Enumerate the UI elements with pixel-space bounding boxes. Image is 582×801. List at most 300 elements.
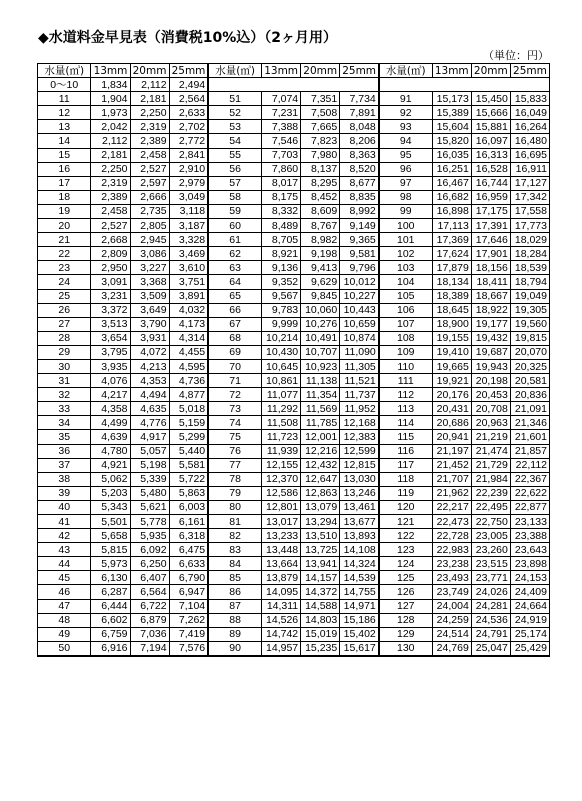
rate-13mm-cell: 7,860: [262, 162, 301, 176]
rate-25mm-cell: 2,633: [169, 106, 208, 120]
rate-13mm-cell: 16,682: [432, 190, 471, 204]
rate-25mm-cell: 3,751: [169, 275, 208, 289]
rate-25mm-cell: 4,173: [169, 317, 208, 331]
volume-cell: 74: [208, 416, 261, 430]
rate-25mm-cell: 8,363: [340, 148, 379, 162]
rate-25mm-cell: 14,324: [340, 557, 379, 571]
rate-13mm-cell: 3,091: [91, 275, 130, 289]
rate-13mm-cell: 7,231: [262, 106, 301, 120]
empty-cell: [510, 78, 549, 92]
rate-25mm-cell: 24,664: [510, 599, 549, 613]
table-row: [38, 261, 550, 275]
rate-20mm-cell: 24,026: [471, 585, 510, 599]
rate-20mm-cell: 9,845: [301, 289, 340, 303]
rate-20mm-cell: 7,823: [301, 134, 340, 148]
rate-13mm-cell: 3,795: [91, 345, 130, 359]
rate-20mm-cell: 5,621: [130, 500, 169, 514]
rate-13mm-cell: 6,444: [91, 599, 130, 613]
volume-cell: 57: [208, 176, 261, 190]
table-row: [38, 92, 550, 106]
rate-13mm-cell: 20,176: [432, 388, 471, 402]
rate-25mm-cell: 25,174: [510, 627, 549, 641]
volume-cell: 63: [208, 261, 261, 275]
rate-25mm-cell: 7,576: [169, 641, 208, 656]
volume-cell: 60: [208, 219, 261, 233]
volume-cell: 31: [38, 374, 91, 388]
rate-13mm-cell: 12,801: [262, 500, 301, 514]
rate-25mm-cell: 5,581: [169, 458, 208, 472]
rate-13mm-cell: 8,705: [262, 233, 301, 247]
rate-13mm-cell: 9,136: [262, 261, 301, 275]
rate-13mm-cell: 2,389: [91, 190, 130, 204]
rate-13mm-cell: 11,723: [262, 430, 301, 444]
rate-25mm-cell: 8,835: [340, 190, 379, 204]
rate-20mm-cell: 2,527: [130, 162, 169, 176]
rate-20mm-cell: 20,453: [471, 388, 510, 402]
volume-cell: 129: [379, 627, 432, 641]
rate-20mm-cell: 18,411: [471, 275, 510, 289]
volume-cell: 77: [208, 458, 261, 472]
rate-25mm-cell: 9,581: [340, 247, 379, 261]
rate-25mm-cell: 11,737: [340, 388, 379, 402]
rate-20mm-cell: 4,635: [130, 402, 169, 416]
rate-25mm-cell: 23,643: [510, 543, 549, 557]
volume-cell: 85: [208, 571, 261, 585]
rate-13mm-cell: 3,654: [91, 331, 130, 345]
rate-25mm-cell: 5,863: [169, 486, 208, 500]
rate-13mm-cell: 22,217: [432, 500, 471, 514]
volume-cell: 102: [379, 247, 432, 261]
rate-20mm-cell: 4,072: [130, 345, 169, 359]
rate-20mm-cell: 15,235: [301, 641, 340, 656]
rate-13mm-cell: 22,983: [432, 543, 471, 557]
volume-cell: 50: [38, 641, 91, 656]
rate-13mm-cell: 20,686: [432, 416, 471, 430]
volume-cell: 44: [38, 557, 91, 571]
rate-25mm-cell: 18,539: [510, 261, 549, 275]
volume-cell: 104: [379, 275, 432, 289]
rate-13mm-cell: 4,499: [91, 416, 130, 430]
rate-20mm-cell: 2,181: [130, 92, 169, 106]
rate-13mm-cell: 6,602: [91, 613, 130, 627]
volume-cell: 116: [379, 444, 432, 458]
rate-13mm-cell: 2,112: [91, 134, 130, 148]
rate-25mm-cell: 24,919: [510, 613, 549, 627]
rate-25mm-cell: 22,367: [510, 472, 549, 486]
rate-20mm-cell: 5,935: [130, 529, 169, 543]
rate-13mm-cell: 17,369: [432, 233, 471, 247]
rate-20mm-cell: 16,744: [471, 176, 510, 190]
rate-20mm-cell: 19,177: [471, 317, 510, 331]
rate-25mm-cell: 8,206: [340, 134, 379, 148]
table-row: [38, 585, 550, 599]
rate-25mm-cell: 19,049: [510, 289, 549, 303]
rate-20mm-cell: 3,509: [130, 289, 169, 303]
rate-13mm-cell: 24,259: [432, 613, 471, 627]
rate-13mm-cell: 15,820: [432, 134, 471, 148]
rate-20mm-cell: 9,629: [301, 275, 340, 289]
rate-25mm-cell: 3,118: [169, 204, 208, 218]
rate-20mm-cell: 10,923: [301, 359, 340, 373]
rate-13mm-cell: 10,430: [262, 345, 301, 359]
rate-25mm-cell: 4,314: [169, 331, 208, 345]
rate-25mm-cell: 2,979: [169, 176, 208, 190]
rate-20mm-cell: 12,216: [301, 444, 340, 458]
rate-25mm-cell: 15,186: [340, 613, 379, 627]
rate-13mm-cell: 8,921: [262, 247, 301, 261]
rate-13mm-cell: 7,703: [262, 148, 301, 162]
volume-cell: 17: [38, 176, 91, 190]
empty-cell: [432, 78, 471, 92]
volume-cell: 35: [38, 430, 91, 444]
volume-cell: 121: [379, 515, 432, 529]
rate-13mm-cell: 2,527: [91, 219, 130, 233]
rate-20mm-cell: 14,157: [301, 571, 340, 585]
size-25mm-header: 25mm: [510, 64, 549, 78]
empty-cell: [262, 78, 301, 92]
volume-cell: 29: [38, 345, 91, 359]
table-row: [38, 515, 550, 529]
volume-cell: 106: [379, 303, 432, 317]
water-rate-table: [37, 63, 550, 657]
rate-13mm-cell: 5,658: [91, 529, 130, 543]
rate-20mm-cell: 6,407: [130, 571, 169, 585]
rate-20mm-cell: 3,227: [130, 261, 169, 275]
volume-cell: 54: [208, 134, 261, 148]
table-row: [38, 571, 550, 585]
rate-13mm-cell: 3,935: [91, 359, 130, 373]
rate-13mm-cell: 13,448: [262, 543, 301, 557]
empty-cell: [208, 78, 261, 92]
rate-25mm-cell: 22,622: [510, 486, 549, 500]
volume-cell: 114: [379, 416, 432, 430]
rate-25mm-cell: 3,610: [169, 261, 208, 275]
rate-25mm-cell: 6,161: [169, 515, 208, 529]
rate-20mm-cell: 2,458: [130, 148, 169, 162]
rate-25mm-cell: 24,409: [510, 585, 549, 599]
table-row: [38, 190, 550, 204]
rate-25mm-cell: 20,581: [510, 374, 549, 388]
rate-13mm-cell: 11,077: [262, 388, 301, 402]
rate-13mm-cell: 16,035: [432, 148, 471, 162]
volume-cell: 59: [208, 204, 261, 218]
rate-25mm-cell: 9,796: [340, 261, 379, 275]
volume-cell: 86: [208, 585, 261, 599]
table-row: [38, 176, 550, 190]
rate-13mm-cell: 18,134: [432, 275, 471, 289]
rate-25mm-cell: 3,328: [169, 233, 208, 247]
rate-25mm-cell: 2,772: [169, 134, 208, 148]
rate-20mm-cell: 7,351: [301, 92, 340, 106]
rate-13mm-cell: 11,292: [262, 402, 301, 416]
volume-cell: 127: [379, 599, 432, 613]
rate-20mm-cell: 13,510: [301, 529, 340, 543]
volume-cell: 78: [208, 472, 261, 486]
volume-cell: 108: [379, 331, 432, 345]
volume-cell: 84: [208, 557, 261, 571]
table-row: [38, 204, 550, 218]
rate-20mm-cell: 12,432: [301, 458, 340, 472]
rate-13mm-cell: 19,410: [432, 345, 471, 359]
volume-cell: 79: [208, 486, 261, 500]
rate-13mm-cell: 18,645: [432, 303, 471, 317]
rate-25mm-cell: 8,677: [340, 176, 379, 190]
rate-25mm-cell: 9,365: [340, 233, 379, 247]
rate-13mm-cell: 15,173: [432, 92, 471, 106]
rate-13mm-cell: 16,898: [432, 204, 471, 218]
rate-13mm-cell: 2,668: [91, 233, 130, 247]
rate-20mm-cell: 16,959: [471, 190, 510, 204]
size-13mm-header: 13mm: [432, 64, 471, 78]
volume-cell: 130: [379, 641, 432, 656]
rate-25mm-cell: 21,601: [510, 430, 549, 444]
rate-25mm-cell: 18,284: [510, 247, 549, 261]
rate-25mm-cell: 8,520: [340, 162, 379, 176]
volume-cell: 16: [38, 162, 91, 176]
volume-header: 水量(㎥): [379, 64, 432, 78]
rate-25mm-cell: 25,429: [510, 641, 549, 656]
rate-13mm-cell: 17,624: [432, 247, 471, 261]
rate-13mm-cell: 14,957: [262, 641, 301, 656]
rate-20mm-cell: 4,213: [130, 359, 169, 373]
rate-13mm-cell: 10,861: [262, 374, 301, 388]
volume-cell: 103: [379, 261, 432, 275]
rate-25mm-cell: 3,891: [169, 289, 208, 303]
rate-25mm-cell: 2,494: [169, 78, 208, 92]
rate-13mm-cell: 19,665: [432, 359, 471, 373]
volume-cell: 115: [379, 430, 432, 444]
rate-25mm-cell: 14,108: [340, 543, 379, 557]
size-25mm-header: 25mm: [340, 64, 379, 78]
rate-25mm-cell: 3,469: [169, 247, 208, 261]
rate-20mm-cell: 2,389: [130, 134, 169, 148]
rate-25mm-cell: 20,070: [510, 345, 549, 359]
table-row: [38, 613, 550, 627]
rate-20mm-cell: 8,767: [301, 219, 340, 233]
rate-13mm-cell: 2,809: [91, 247, 130, 261]
rate-20mm-cell: 11,354: [301, 388, 340, 402]
table-row: [38, 430, 550, 444]
rate-13mm-cell: 13,233: [262, 529, 301, 543]
rate-13mm-cell: 18,389: [432, 289, 471, 303]
rate-13mm-cell: 9,352: [262, 275, 301, 289]
rate-13mm-cell: 1,973: [91, 106, 130, 120]
rate-13mm-cell: 8,017: [262, 176, 301, 190]
table-row: [38, 162, 550, 176]
rate-25mm-cell: 19,305: [510, 303, 549, 317]
rate-25mm-cell: 5,018: [169, 402, 208, 416]
rate-25mm-cell: 15,617: [340, 641, 379, 656]
rate-25mm-cell: 12,815: [340, 458, 379, 472]
rate-13mm-cell: 10,214: [262, 331, 301, 345]
rate-25mm-cell: 5,722: [169, 472, 208, 486]
volume-cell: 13: [38, 120, 91, 134]
rate-13mm-cell: 12,155: [262, 458, 301, 472]
rate-25mm-cell: 7,419: [169, 627, 208, 641]
table-row: [38, 120, 550, 134]
rate-20mm-cell: 2,597: [130, 176, 169, 190]
rate-25mm-cell: 4,032: [169, 303, 208, 317]
rate-25mm-cell: 6,475: [169, 543, 208, 557]
rate-25mm-cell: 13,246: [340, 486, 379, 500]
rate-20mm-cell: 9,413: [301, 261, 340, 275]
rate-20mm-cell: 21,219: [471, 430, 510, 444]
volume-cell: 61: [208, 233, 261, 247]
table-row: [38, 106, 550, 120]
rate-25mm-cell: 11,521: [340, 374, 379, 388]
table-row: [38, 416, 550, 430]
volume-cell: 73: [208, 402, 261, 416]
volume-cell: 58: [208, 190, 261, 204]
volume-cell: 32: [38, 388, 91, 402]
rate-20mm-cell: 19,432: [471, 331, 510, 345]
rate-25mm-cell: 10,874: [340, 331, 379, 345]
rate-25mm-cell: 2,841: [169, 148, 208, 162]
rate-25mm-cell: 14,971: [340, 599, 379, 613]
rate-20mm-cell: 22,239: [471, 486, 510, 500]
rate-25mm-cell: 10,227: [340, 289, 379, 303]
rate-20mm-cell: 13,941: [301, 557, 340, 571]
rate-20mm-cell: 18,922: [471, 303, 510, 317]
rate-20mm-cell: 4,353: [130, 374, 169, 388]
table-row: [38, 388, 550, 402]
rate-25mm-cell: 18,029: [510, 233, 549, 247]
rate-20mm-cell: 2,112: [130, 78, 169, 92]
rate-25mm-cell: 4,595: [169, 359, 208, 373]
rate-20mm-cell: 3,086: [130, 247, 169, 261]
rate-25mm-cell: 4,455: [169, 345, 208, 359]
rate-13mm-cell: 14,095: [262, 585, 301, 599]
volume-cell: 62: [208, 247, 261, 261]
rate-20mm-cell: 10,491: [301, 331, 340, 345]
rate-25mm-cell: 11,090: [340, 345, 379, 359]
rate-13mm-cell: 23,238: [432, 557, 471, 571]
rate-25mm-cell: 7,734: [340, 92, 379, 106]
rate-25mm-cell: 16,695: [510, 148, 549, 162]
rate-20mm-cell: 8,982: [301, 233, 340, 247]
rate-20mm-cell: 12,001: [301, 430, 340, 444]
rate-13mm-cell: 3,513: [91, 317, 130, 331]
rate-25mm-cell: 16,049: [510, 106, 549, 120]
rate-25mm-cell: 17,342: [510, 190, 549, 204]
size-20mm-header: 20mm: [301, 64, 340, 78]
rate-25mm-cell: 3,187: [169, 219, 208, 233]
volume-cell: 45: [38, 571, 91, 585]
volume-cell: 12: [38, 106, 91, 120]
volume-cell: 75: [208, 430, 261, 444]
rate-20mm-cell: 14,372: [301, 585, 340, 599]
rate-13mm-cell: 20,431: [432, 402, 471, 416]
volume-cell: 33: [38, 402, 91, 416]
rate-25mm-cell: 12,383: [340, 430, 379, 444]
volume-cell: 51: [208, 92, 261, 106]
volume-cell: 18: [38, 190, 91, 204]
rate-13mm-cell: 15,389: [432, 106, 471, 120]
rate-25mm-cell: 16,911: [510, 162, 549, 176]
rate-13mm-cell: 4,076: [91, 374, 130, 388]
rate-25mm-cell: 23,898: [510, 557, 549, 571]
rate-25mm-cell: 19,560: [510, 317, 549, 331]
rate-13mm-cell: 19,155: [432, 331, 471, 345]
rate-20mm-cell: 2,250: [130, 106, 169, 120]
rate-20mm-cell: 14,803: [301, 613, 340, 627]
size-13mm-header: 13mm: [91, 64, 130, 78]
table-row: [38, 359, 550, 373]
rate-13mm-cell: 6,287: [91, 585, 130, 599]
rate-13mm-cell: 24,514: [432, 627, 471, 641]
rate-13mm-cell: 14,526: [262, 613, 301, 627]
rate-25mm-cell: 17,773: [510, 219, 549, 233]
rate-13mm-cell: 19,921: [432, 374, 471, 388]
rate-25mm-cell: 5,440: [169, 444, 208, 458]
rate-25mm-cell: 22,877: [510, 500, 549, 514]
empty-cell: [471, 78, 510, 92]
rate-20mm-cell: 3,649: [130, 303, 169, 317]
rate-25mm-cell: 7,891: [340, 106, 379, 120]
rate-13mm-cell: 11,508: [262, 416, 301, 430]
table-row: [38, 444, 550, 458]
rate-13mm-cell: 22,728: [432, 529, 471, 543]
volume-cell: 22: [38, 247, 91, 261]
rate-25mm-cell: 21,857: [510, 444, 549, 458]
empty-cell: [340, 78, 379, 92]
table-row: [38, 599, 550, 613]
rate-25mm-cell: 10,012: [340, 275, 379, 289]
table-row: [38, 472, 550, 486]
rate-25mm-cell: 4,877: [169, 388, 208, 402]
rate-25mm-cell: 12,599: [340, 444, 379, 458]
rate-20mm-cell: 17,901: [471, 247, 510, 261]
rate-25mm-cell: 19,815: [510, 331, 549, 345]
volume-cell: 70: [208, 359, 261, 373]
rate-25mm-cell: 2,564: [169, 92, 208, 106]
volume-cell: 36: [38, 444, 91, 458]
table-row: [38, 219, 550, 233]
volume-cell: 48: [38, 613, 91, 627]
volume-cell: 83: [208, 543, 261, 557]
table-header-row: [38, 64, 550, 78]
volume-cell: 88: [208, 613, 261, 627]
rate-20mm-cell: 15,450: [471, 92, 510, 106]
rate-20mm-cell: 18,667: [471, 289, 510, 303]
table-row: [38, 529, 550, 543]
rate-20mm-cell: 4,494: [130, 388, 169, 402]
rate-20mm-cell: 3,931: [130, 331, 169, 345]
rate-20mm-cell: 2,735: [130, 204, 169, 218]
rate-20mm-cell: 15,881: [471, 120, 510, 134]
rate-25mm-cell: 5,159: [169, 416, 208, 430]
rate-13mm-cell: 6,759: [91, 627, 130, 641]
rate-20mm-cell: 7,036: [130, 627, 169, 641]
rate-20mm-cell: 5,480: [130, 486, 169, 500]
rate-20mm-cell: 5,198: [130, 458, 169, 472]
size-20mm-header: 20mm: [130, 64, 169, 78]
rate-20mm-cell: 20,708: [471, 402, 510, 416]
rate-13mm-cell: 17,879: [432, 261, 471, 275]
size-20mm-header: 20mm: [471, 64, 510, 78]
rate-13mm-cell: 17,113: [432, 219, 471, 233]
rate-20mm-cell: 5,339: [130, 472, 169, 486]
rate-25mm-cell: 15,402: [340, 627, 379, 641]
rate-25mm-cell: 21,091: [510, 402, 549, 416]
rate-25mm-cell: 6,318: [169, 529, 208, 543]
table-row: [38, 641, 550, 656]
rate-13mm-cell: 6,916: [91, 641, 130, 656]
rate-20mm-cell: 11,138: [301, 374, 340, 388]
rate-20mm-cell: 12,647: [301, 472, 340, 486]
rate-13mm-cell: 7,546: [262, 134, 301, 148]
volume-header: 水量(㎥): [208, 64, 261, 78]
